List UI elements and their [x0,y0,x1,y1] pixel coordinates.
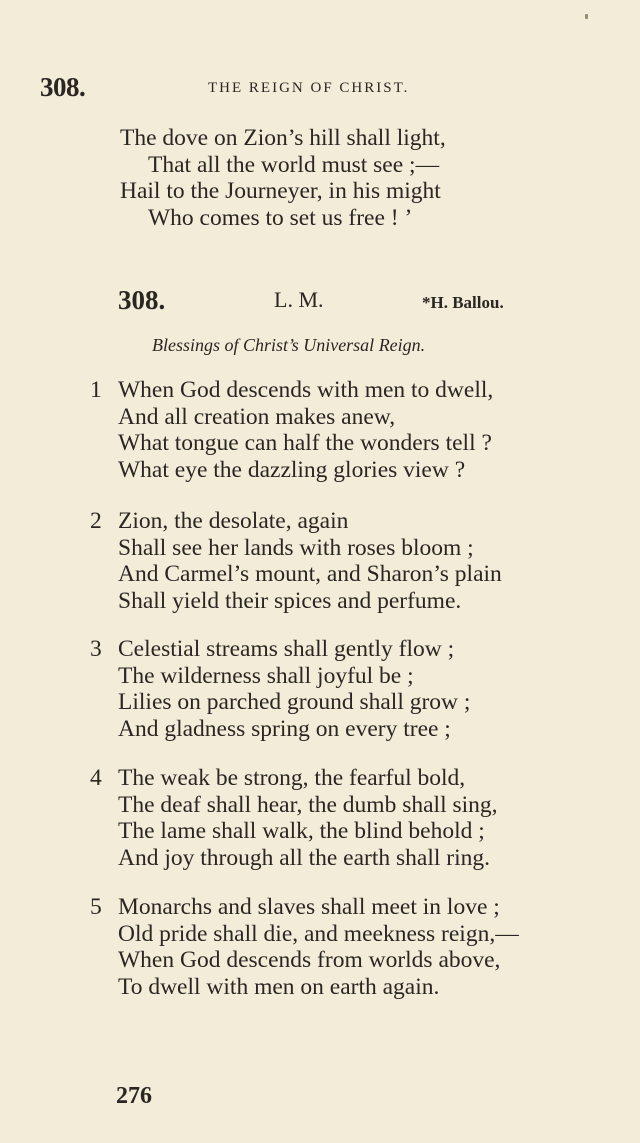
verse-line: And Carmel’s mount, and Sharon’s plain [118,561,502,587]
verse-line: The deaf shall hear, the dumb shall sing, [118,791,498,818]
verse-line: What tongue can half the wonders tell ? [118,430,492,456]
verse-line: When God descends with men to dwell, [118,377,494,403]
stanza-number: 2 [90,508,102,534]
page-number: 276 [116,1083,152,1109]
paper-speck [585,14,588,19]
verse-line: When God descends from worlds above, [118,947,501,973]
hymn-number: 308. [118,285,166,315]
verse-line: The lame shall walk, the blind behold ; [118,818,485,844]
verse-line: The wilderness shall joyful be ; [118,662,414,689]
stanza-number: 3 [90,636,102,662]
verse-line: Celestial streams shall gently flow ; [118,636,455,662]
verse-line: And all creation makes anew, [118,403,396,430]
verse-line: To dwell with men on earth again. [118,973,440,1000]
verse-line: That all the world must see ;— [148,151,440,178]
verse-line: The weak be strong, the fearful bold, [118,765,466,791]
previous-hymn-tail [120,125,446,231]
verse-line: Monarchs and slaves shall meet in love ; [118,894,500,920]
verse-line: Hail to the Journeyer, in his might [120,178,441,204]
verse-line: Shall see her lands with roses bloom ; [118,534,474,561]
verse-line: Old pride shall die, and meekness reign,— [118,920,519,947]
verse-line: Zion, the desolate, again [118,508,349,534]
running-head-title: THE REIGN OF CHRIST. [208,80,410,96]
verse-line: And gladness spring on every tree ; [118,715,451,742]
stanza-number: 1 [90,377,102,403]
running-head-hymn-number: 308. [40,72,86,102]
hymn-header [118,285,548,319]
verse-line: Who comes to set us free ! ’ [148,204,413,231]
stanza-number: 5 [90,894,102,920]
stanza-number: 4 [90,765,102,791]
verse-line: Shall yield their spices and perfume. [118,587,462,614]
hymn-subtitle: Blessings of Christ’s Universal Reign. [152,335,426,355]
verse-line: And joy through all the earth shall ring. [118,844,491,871]
running-head [40,72,600,102]
hymn-author: *H. Ballou. [422,293,504,312]
verse-line: Lilies on parched ground shall grow ; [118,689,471,715]
hymn-meter: L. M. [274,287,324,312]
verse-line: What eye the dazzling glories view ? [118,456,466,483]
verse-line: The dove on Zion’s hill shall light, [120,125,446,151]
